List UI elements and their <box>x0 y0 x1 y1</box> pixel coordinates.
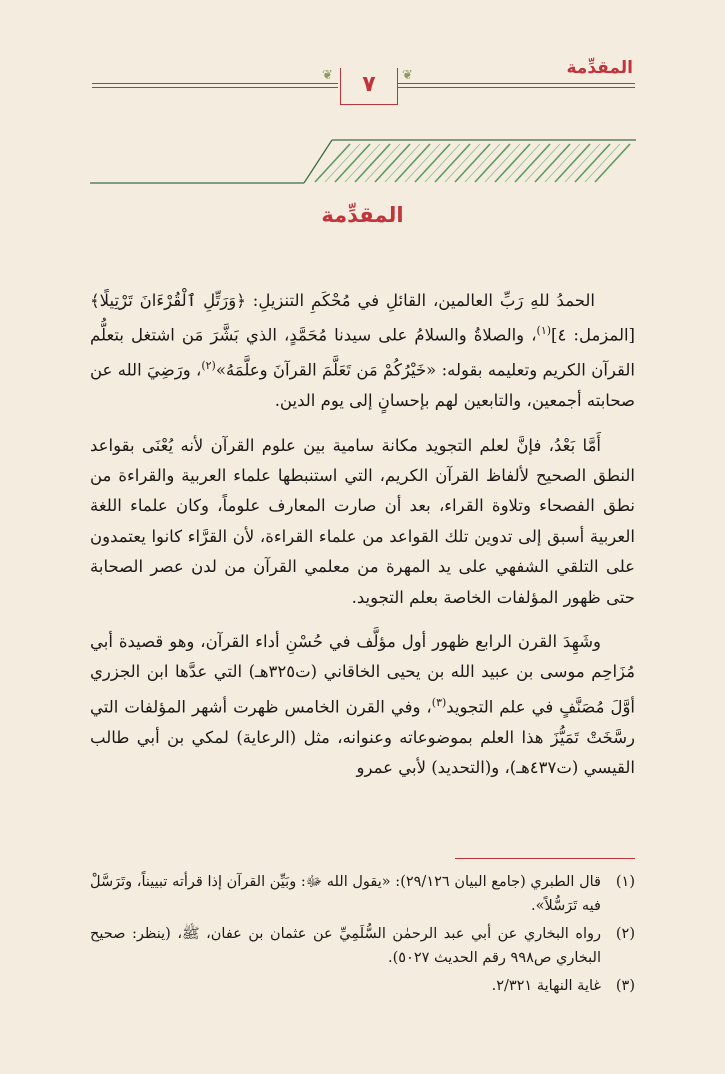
footnote-1 <box>90 870 635 918</box>
paragraph-3 <box>90 627 635 784</box>
paragraph-3-text: وشَهِدَ القرن الرابع ظهور أول مؤلَّف في حُسْنِ أداء القرآن، وهو قصيدة أبي مُزَاحِم موسى بن عبيد الله بن يحيى الخاقاني (ت٣٢٥هـ) التي عدَّها ابن الجزري أوَّلَ مُصَنَّفٍ في علم التجويد <box>90 632 635 717</box>
footnote-text: قال الطبري (جامع البيان ٢٩/١٢٦): «يقول الله ﷻ: وبَيِّن القرآن إذا قرأته تبييناً، وتَرَسَّلْ فيه تَرَسُّلاً». <box>90 874 601 914</box>
footnote-2 <box>90 922 635 970</box>
header-rule-left <box>92 83 338 84</box>
paragraph-1-text-b: ، والصلاةُ والسلامُ على سيدنا مُحَمَّدٍ، الذي بَشَّرَ مَن اشتغل بتعلُّم القرآن الكريم وتعليمه بقوله: «خَيْرُكُمْ مَن تَعَلَّمَ القرآنَ وعلَّمَهُ» <box>90 325 635 380</box>
footnote-rule <box>455 858 635 859</box>
footnote-ref-1[interactable]: (١) <box>536 324 552 338</box>
footnote-number: (٣) <box>615 978 635 994</box>
paragraph-1-text: الحمدُ للهِ رَبِّ العالمين، القائلِ في مُحْكَمِ التنزيلِ: ﴿وَرَتِّلِ ٱلْقُرْءَانَ تَرْتِيلًا﴾ [المزمل: ٤] <box>90 291 635 345</box>
decorative-banner <box>90 132 636 190</box>
footnote-3 <box>90 974 635 998</box>
paragraph-1-text-c: ، ورَضِيَ الله عن صحابته أجمعين، والتابعين لهم بإحسانٍ إلى يوم الدين. <box>90 360 635 411</box>
section-title: المقدِّمة <box>321 203 404 227</box>
footnote-number: (٢) <box>615 926 635 942</box>
footnotes <box>90 870 635 1002</box>
body-text <box>90 286 635 798</box>
footnote-ref-2[interactable]: (٢) <box>201 359 216 373</box>
header-rule-left-2 <box>92 87 338 88</box>
paragraph-3-text-b: ، وفي القرن الخامس ظهرت أشهر المؤلفات التي رسَّخَتْ تَمَيُّزَ هذا العلم بموضوعاته وعنوانه، مثل (الرعاية) لمكي بن أبي طالب القيسي (ت٤٣٧هـ)، و(التحديد) لأبي عمرو <box>90 697 635 778</box>
header-ornament-left: ❦ <box>322 68 333 83</box>
header-ornament-right: ❦ <box>402 68 413 83</box>
footnote-text: غاية النهاية ٢/٣٢١. <box>491 978 601 994</box>
paragraph-1 <box>90 286 635 417</box>
page-number: ٧ <box>340 68 398 105</box>
header-rule-right-2 <box>398 87 635 88</box>
footnote-ref-3[interactable]: (٣) <box>431 695 447 709</box>
header-rule-right <box>398 83 635 84</box>
footnote-number: (١) <box>615 874 635 890</box>
running-title: المقدِّمة <box>566 58 633 78</box>
footnote-text: رواه البخاري عن أبي عبد الرحمٰن السُّلَمِيِّ عن عثمان بن عفان، ﷺ، (ينظر: صحيح البخاري ص٩٩٨ رقم الحديث ٥٠٢٧). <box>90 926 601 966</box>
paragraph-2: أَمَّا بَعْدُ، فإنَّ لعلم التجويد مكانة سامية بين علوم القرآن لأنه يُعْنَى بقواعد النطق الصحيح لألفاظ القرآن الكريم، التي استنبطها علماء العربية والقراءة من نطق الفصحاء وتلاوة القراء، بعد أن صارت المعارف علوماً، وكان علماء اللغة العربية أسبق إلى تدوين تلك القواعد من علماء القراءة، لأن القرَّاء كانوا يعتمدون على التلقي الشفهي على يد المهرة من معلمي القرآن من لدن عصر الصحابة حتى ظهور المؤلفات الخاصة بعلم التجويد. <box>90 435 635 607</box>
